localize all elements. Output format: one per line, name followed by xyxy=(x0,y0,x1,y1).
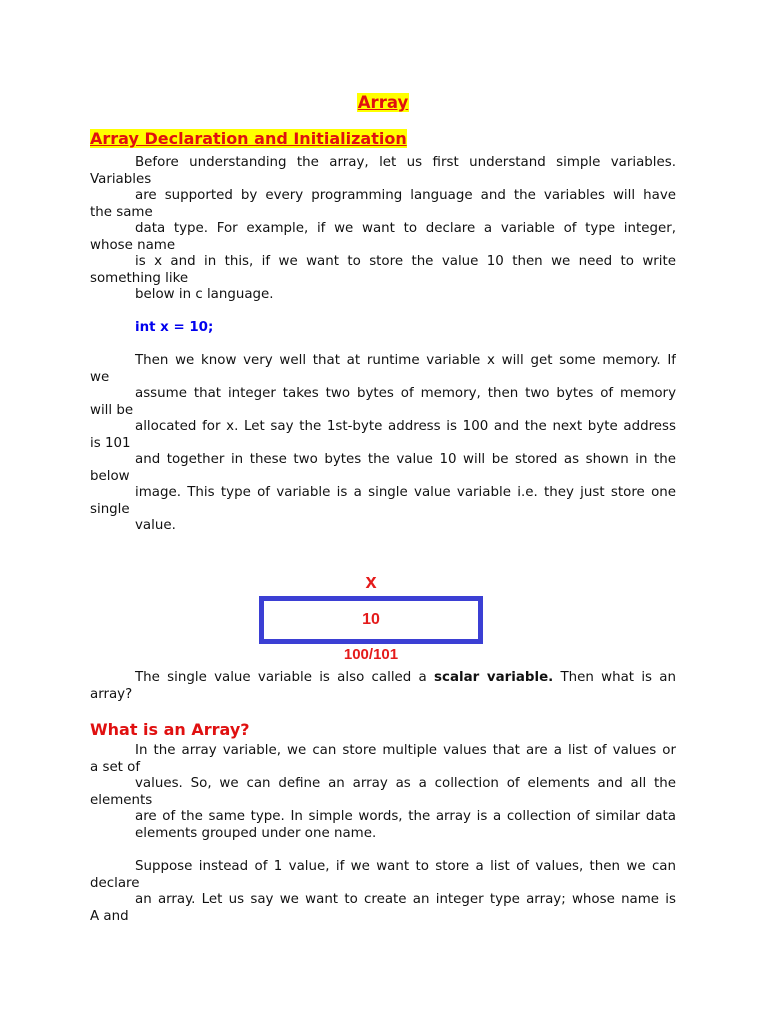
text-line: declare xyxy=(90,875,140,891)
text-line: are supported by every programming language and the variables will have xyxy=(135,188,676,203)
scalar-variable-figure xyxy=(259,570,483,670)
text-line: values. So, we can define an array as a collection of elements and all the xyxy=(135,776,676,791)
text-line: whose name xyxy=(90,237,176,253)
text-line: an array. Let us say we want to create an integer type array; whose name is xyxy=(135,892,676,907)
text-line: below xyxy=(90,468,130,484)
code-example xyxy=(90,320,676,337)
figure-value: 10 xyxy=(362,611,380,628)
code-line: int x = 10; xyxy=(135,320,214,335)
heading-what-is-array: What is an Array? xyxy=(90,720,250,739)
text-line: Then we know very well that at runtime variable x will get some memory. If xyxy=(135,353,676,368)
text-line: allocated for x. Let say the 1st-byte address is 100 and the next byte address xyxy=(135,419,676,434)
text-line: is x and in this, if we want to store the value 10 then we need to write xyxy=(135,254,676,269)
text-line: In the array variable, we can store multiple values that are a list of values or xyxy=(135,743,676,758)
paragraph-array-definition xyxy=(90,743,676,842)
text-line: will be xyxy=(90,402,134,418)
text-run: Then what is an xyxy=(553,670,676,685)
text-line: something like xyxy=(90,270,189,286)
text-line: assume that integer takes two bytes of memory, then two bytes of memory xyxy=(135,386,676,401)
text-line: A and xyxy=(90,908,129,924)
text-line: value. xyxy=(135,518,176,533)
paragraph-simple-variables xyxy=(90,155,676,304)
paragraph-memory xyxy=(90,353,676,535)
text-line: a set of xyxy=(90,759,141,775)
text-line: single xyxy=(90,501,130,517)
text-line: we xyxy=(90,369,110,385)
text-line xyxy=(90,670,676,687)
paragraph-scalar xyxy=(90,670,676,703)
text-line: Variables xyxy=(90,171,152,187)
bold-term: scalar variable. xyxy=(434,670,554,685)
text-line: array? xyxy=(90,686,133,702)
text-line: data type. For example, if we want to declare a variable of type integer, xyxy=(135,221,676,236)
text-line: Before understanding the array, let us first understand simple variables. xyxy=(135,155,676,170)
text-line: elements xyxy=(90,792,153,808)
paragraph-list-of-values xyxy=(90,859,676,925)
figure-address-label: 100/101 xyxy=(343,646,399,663)
text-line: is 101 xyxy=(90,435,131,451)
text-line: elements grouped under one name. xyxy=(135,825,377,841)
text-line: and together in these two bytes the value 10 will be stored as shown in the xyxy=(135,452,676,467)
text-line: are of the same type. In simple words, the array is a collection of similar data xyxy=(135,809,676,824)
page-title: Array xyxy=(357,93,409,112)
figure-variable-label: x xyxy=(365,571,377,593)
text-line: image. This type of variable is a single value variable i.e. they just store one xyxy=(135,485,676,500)
text-line: the same xyxy=(90,204,153,220)
text-run: The single value variable is also called a xyxy=(135,670,435,685)
text-line: Suppose instead of 1 value, if we want to store a list of values, then we can xyxy=(135,859,676,874)
memory-box xyxy=(259,596,483,644)
text-line: below in c language. xyxy=(135,287,274,302)
heading-array-declaration: Array Declaration and Initialization xyxy=(90,129,407,148)
